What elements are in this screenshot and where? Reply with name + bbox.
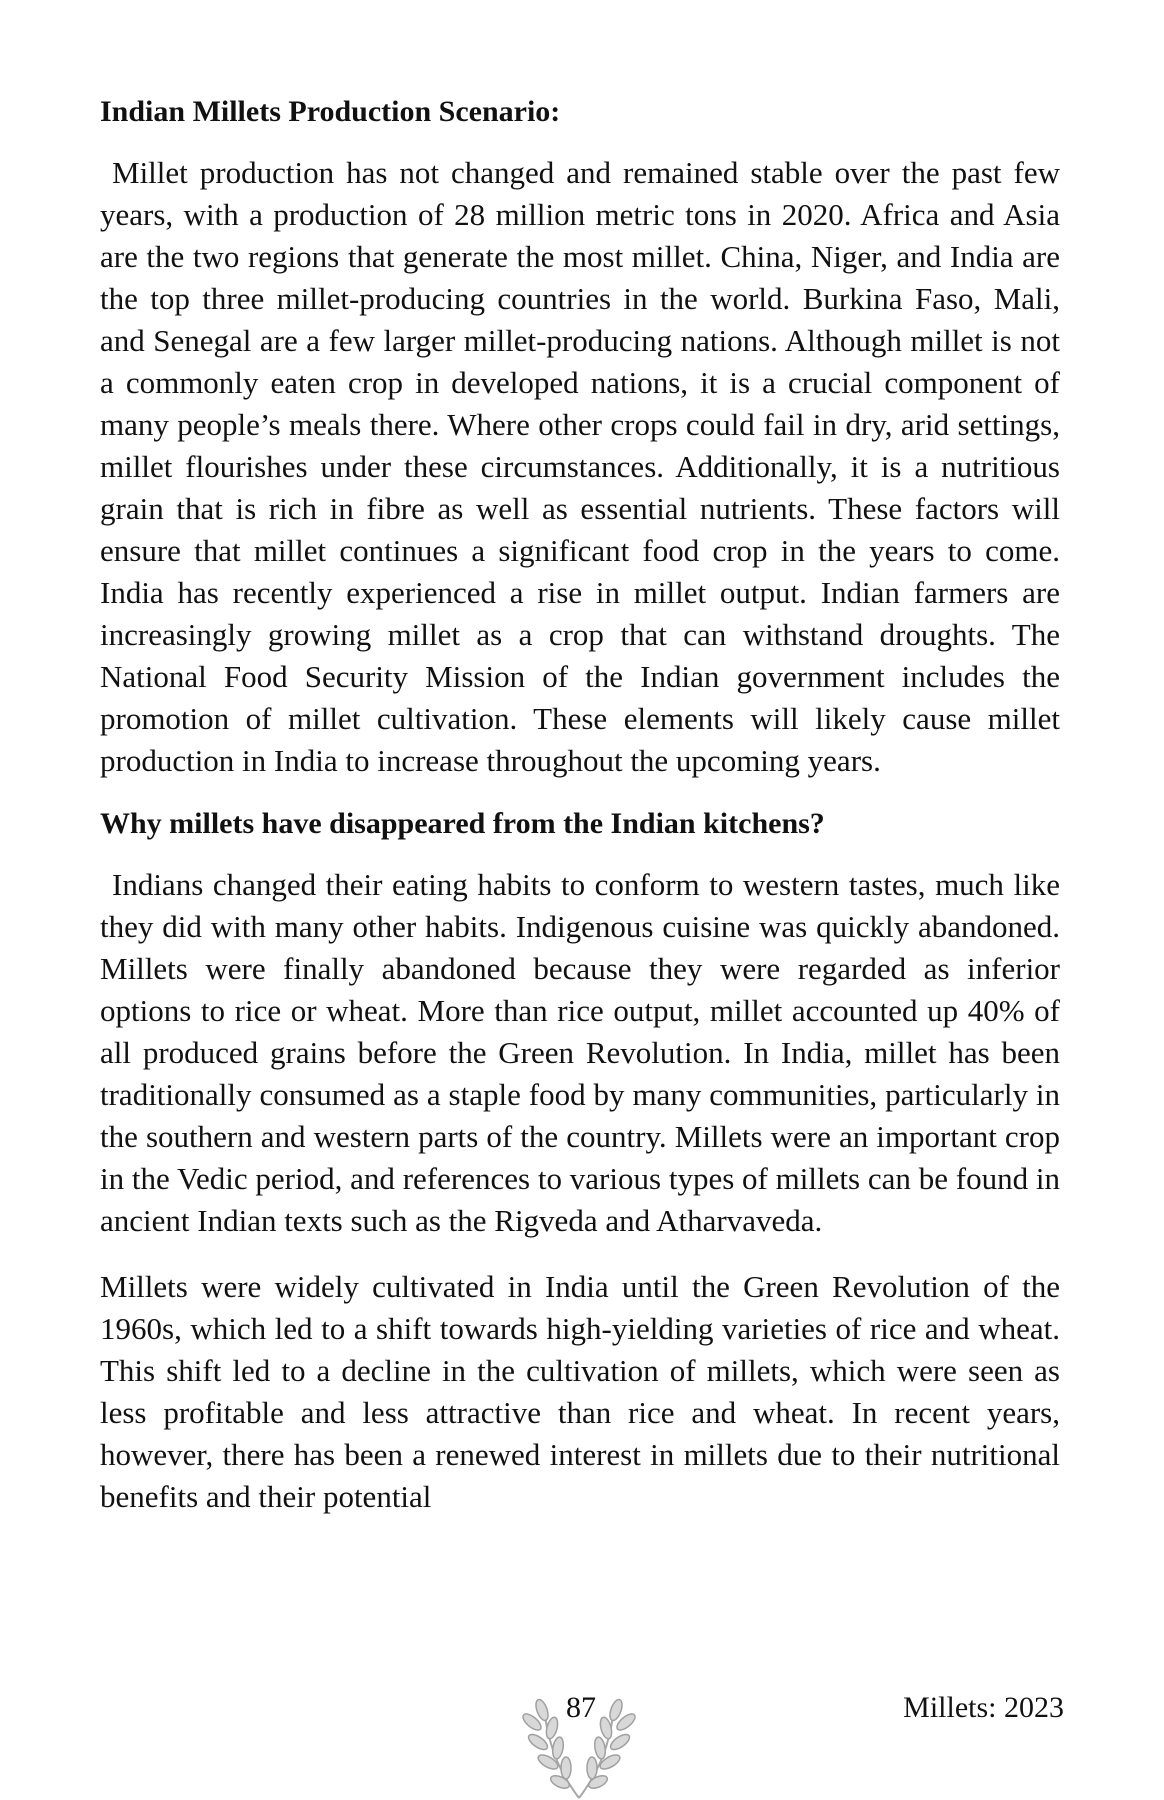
page-footer xyxy=(0,1688,1164,1800)
running-title: Millets: 2023 xyxy=(903,1691,1064,1724)
paragraph-production: Millet production has not changed and remained stable over the past few years, with a production of 28 million metric tons in 2020. Africa and Asia are the two regions that generate the most millet. China, Niger, and India are the top three millet-producing countries in the world. Burkina Faso, Mali, and Senegal are a few larger millet-producing nations. Although millet is not a commonly eaten crop in developed nations, it is a crucial component of many people’s meals there. Where other crops could fail in dry, arid settings, millet flourishes under these circumstances. Additionally, it is a nutritious grain that is rich in fibre as well as essential nutrients. These factors will ensure that millet continues a significant food crop in the years to come. India has recently experienced a rise in millet output. Indian farmers are increasingly growing millet as a crop that can withstand droughts. The National Food Security Mission of the Indian government includes the promotion of millet cultivation. These elements will likely cause millet production in India to increase throughout the upcoming years. xyxy=(100,155,1060,778)
section-heading-production: Indian Millets Production Scenario: xyxy=(100,95,561,128)
paragraph-eating-habits: Indians changed their eating habits to conform to western tastes, much like they did with many other habits. Indigenous cuisine was quickly abandoned. Millets were finally abandoned because they were regarded as inferior options to rice or wheat. More than rice output, millet accounted up 40% of all produced grains before the Green Revolution. In India, millet has been traditionally consumed as a staple food by many communities, particularly in the southern and western parts of the country. Millets were an important crop in the Vedic period, and references to various types of millets can be found in ancient Indian texts such as the Rigveda and Atharvaveda. xyxy=(100,867,1060,1238)
paragraph-green-revolution: Millets were widely cultivated in India until the Green Revolution of the 1960s, which led to a shift towards high-yielding varieties of rice and wheat. This shift led to a decline in the cultivation of millets, which were seen as less profitable and less attractive than rice and wheat. In recent years, however, there has been a renewed interest in millets due to their nutritional benefits and their potential xyxy=(100,1269,1060,1514)
page-number: 87 xyxy=(566,1691,596,1724)
page-body xyxy=(100,92,1060,1518)
section-heading-disappeared: Why millets have disappeared from the Indian kitchens? xyxy=(100,807,825,840)
